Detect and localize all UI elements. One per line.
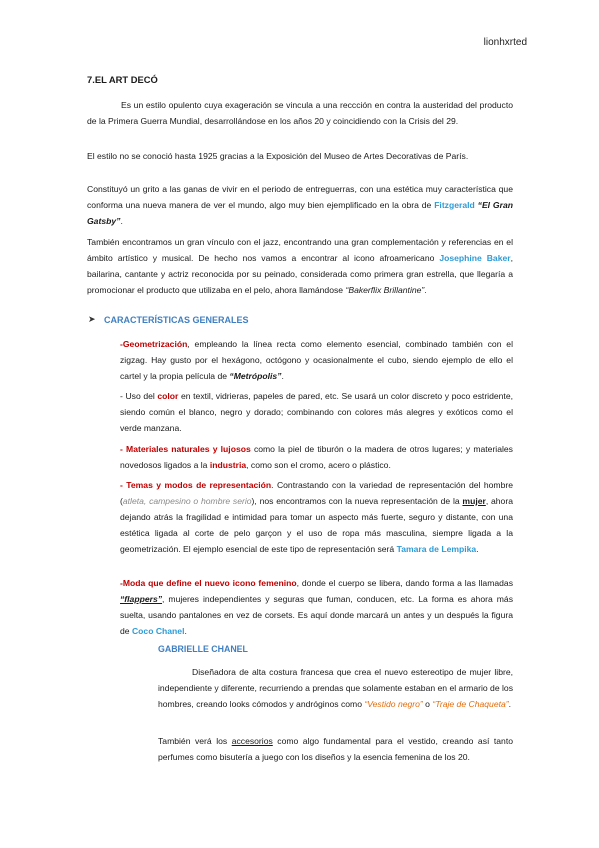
tamara-name: Tamara de Lempika — [396, 544, 477, 554]
metropolis-title: “Metrópolis” — [229, 371, 282, 381]
themes-examples: atleta, campesino o hombre serio — [122, 496, 252, 506]
item-materials — [120, 441, 513, 473]
traje-de-chaqueta: “Traje de Chaqueta” — [432, 699, 509, 709]
materials-text-2: , como son el cromo, acero o plástico. — [246, 460, 391, 470]
gatsby-end: . — [120, 216, 123, 226]
industry-label: industria — [209, 460, 247, 470]
accessories-text-2: como algo fundamental para el vestido, creando así tanto perfumes como bisutería a juego con los diseños y la esencia femenina de los 20. — [158, 736, 513, 762]
paragraph-gatsby — [87, 181, 513, 229]
coco-chanel-name: Coco Chanel — [131, 626, 185, 636]
paragraph-exposition: El estilo no se conoció hasta 1925 gracias a la Exposición del Museo de Artes Decorativas de París. — [87, 151, 469, 161]
fitzgerald-name: Fitzgerald — [434, 200, 475, 210]
item-color — [120, 388, 513, 436]
themes-text-3: , ahora dejando atrás la fragilidad e intimidad para tomar un aspecto más fuerte, seguro y distante, con una estética ligada al corte de pelo garçon y el uso de ropa más masculina, siempre ligada a la geometrización. El ejemplo esencial de este tipo de representación será — [120, 496, 513, 554]
chanel-paragraph-2 — [158, 733, 513, 765]
bakerflix-product: “Bakerflix Brillantine” — [345, 285, 425, 295]
bullet-arrow-icon: ➤ — [88, 314, 96, 324]
color-text: en textil, vidrieras, papeles de pared, etc. Se usará un color discreto y poco estridente, siendo común el blanco, negro y dorado; combinando con colores más alegres y exóticos como el verde manzana. — [120, 391, 513, 433]
themes-label: - Temas y modos de representación — [120, 480, 272, 490]
item-themes — [120, 477, 513, 557]
geometrization-text: , empleando la línea recta como elemento esencial, combinado también con el zigzag. Hay gusto por el hexágono, octógono y ocasionalmente el cubo, siendo ejemplo de ello el cartel y la propia película de — [120, 339, 513, 381]
geometrization-end: . — [281, 371, 284, 381]
josephine-baker-name: Josephine Baker — [439, 253, 511, 263]
gatsby-title: “El Gran Gatsby” — [87, 200, 513, 226]
section-title: 7.EL ART DECÓ — [87, 74, 158, 85]
color-label: color — [157, 391, 179, 401]
fashion-label: -Moda que define el nuevo icono femenino — [120, 578, 297, 588]
vestido-negro: “Vestido negro” — [364, 699, 423, 709]
gatsby-text: Constituyó un grito a las ganas de vivir en el periodo de entreguerras, con una estética muy característica que conforma una nueva manera de ver el mundo, algo muy bien ejemplificado en la obra de — [87, 184, 513, 210]
fashion-text-1: , donde el cuerpo se libera, dando forma a las llamadas — [296, 578, 513, 588]
themes-text-2: ), nos encontramos con la nueva representación de la — [251, 496, 463, 506]
paragraph-jazz — [87, 234, 513, 298]
materials-label: - Materiales naturales y lujosos — [120, 444, 251, 454]
header-author: lionhxrted — [483, 37, 527, 48]
chanel-paragraph-1 — [158, 664, 513, 712]
paragraph-intro: Es un estilo opulento cuya exageración se vincula a una reccción en contra la austeridad del producto de la Primera Guerra Mundial, desarrollándose en los años 20 y coincidiendo con la Crisis del 29. — [87, 100, 513, 126]
item-fashion — [120, 575, 513, 639]
chanel-text: Diseñadora de alta costura francesa que crea el nuevo estereotipo de mujer libre, independiente y diferente, recurriendo a prendas que solamente estaban en el armario de los hombres, creando looks cómodos y andróginos como — [158, 667, 513, 709]
themes-end: . — [476, 544, 479, 554]
fashion-end: . — [184, 626, 187, 636]
materials-text-1: como la piel de tiburón o la madera de otros lugares; y materiales novedosos ligados a la — [120, 444, 513, 470]
themes-text-1: . Contrastando con la variedad de representación del hombre ( — [120, 480, 513, 506]
jazz-end: . — [424, 285, 427, 295]
chanel-end: . — [508, 699, 512, 709]
geometrization-label: -Geometrización — [120, 339, 188, 349]
chanel-mid: o — [422, 699, 433, 709]
woman-word: mujer — [462, 496, 486, 506]
jazz-text-2: , bailarina, cantante y actriz reconocida por su peinado, considerada como primera gran estrella, que llegaría a promocionar el producto que utilizaba en el pelo, ahora llamándose — [87, 253, 514, 295]
item-geometrization — [120, 336, 513, 384]
general-characteristics-title: CARACTERÍSTICAS GENERALES — [104, 315, 249, 325]
gabrielle-chanel-title: GABRIELLE CHANEL — [158, 644, 248, 654]
accessories-word: accesorios — [231, 736, 273, 746]
jazz-text-1: También encontramos un gran vínculo con el jazz, encontrando una gran complementación y referencias en el ámbito artístico y musical. De hecho nos vamos a encontrar al icono afroamericano — [87, 237, 513, 263]
accessories-text-1: También verá los — [158, 736, 232, 746]
fashion-text-2: , mujeres independientes y seguras que fuman, conducen, etc. La forma es ahora más suelta, usando pantalones en vez de corsets. Es aquí donde marcará un antes y un después la figura de — [120, 594, 513, 636]
color-pre: - Uso del — [120, 391, 158, 401]
flappers-word: “flappers” — [120, 594, 163, 604]
